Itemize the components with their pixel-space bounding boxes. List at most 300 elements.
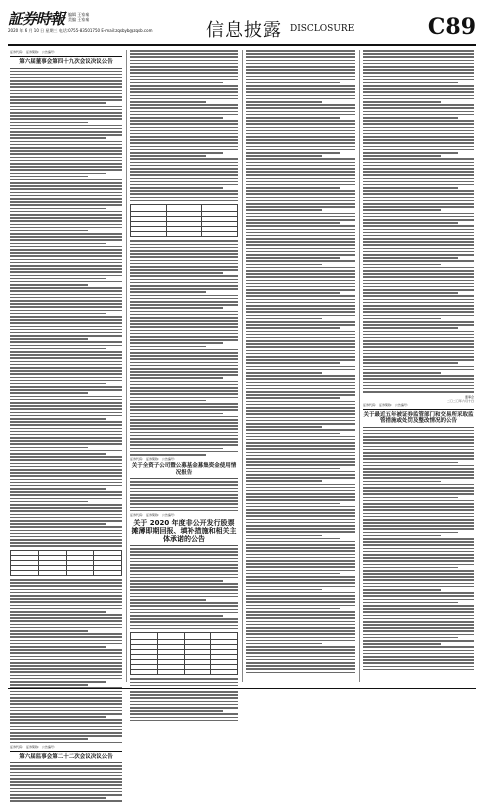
text-line [130, 355, 238, 357]
text-line [363, 346, 474, 348]
text-line [130, 269, 238, 271]
text-line [246, 646, 355, 648]
text-line [10, 214, 122, 216]
text-line [246, 359, 355, 361]
text-line [10, 278, 106, 280]
text-line [10, 233, 122, 235]
text-line [10, 443, 122, 445]
text-line [363, 267, 474, 269]
article-title: 关于最近五年被证券监管部门和交易所采取监管措施或处罚及整改情况的公告 [363, 411, 474, 425]
text-line [130, 107, 238, 109]
text-line [246, 193, 355, 195]
text-line [130, 625, 238, 627]
text-line [130, 510, 238, 512]
text-line [246, 305, 355, 307]
text-line [363, 251, 474, 253]
text-line [246, 91, 355, 93]
text-line [246, 439, 355, 441]
text-line [130, 266, 238, 268]
text-line [130, 422, 238, 424]
text-line [130, 618, 238, 620]
board-signature [363, 395, 474, 403]
text-line [363, 567, 458, 569]
text-line [10, 533, 122, 535]
text-line [363, 232, 474, 234]
text-line [246, 209, 322, 211]
text-line [130, 98, 238, 100]
text-line [10, 380, 122, 382]
text-line [10, 440, 122, 442]
text-line [130, 123, 238, 125]
text-line [246, 576, 355, 578]
text-line [363, 519, 474, 521]
text-line [246, 496, 355, 498]
text-line [10, 504, 122, 506]
text-line [10, 166, 122, 168]
text-line [130, 621, 238, 623]
text-line [10, 319, 122, 321]
text-line [130, 85, 238, 87]
text-line [246, 101, 322, 103]
text-line [10, 290, 122, 292]
text-line [10, 367, 122, 369]
text-line [363, 372, 441, 374]
text-line [363, 280, 474, 282]
text-line [246, 142, 355, 144]
text-line [363, 107, 474, 109]
text-line [246, 197, 355, 199]
text-line [10, 93, 122, 95]
issue-date: 2020 年 6 月 10 日 星期三 [8, 28, 58, 33]
page-number: C89 [427, 14, 476, 40]
text-line [130, 260, 238, 262]
text-line [363, 615, 474, 617]
text-line [363, 589, 441, 591]
text-line [10, 147, 122, 149]
text-line [130, 304, 238, 306]
text-line [130, 82, 223, 84]
text-line [10, 122, 88, 124]
text-line [10, 617, 122, 619]
text-line [246, 146, 355, 148]
text-line [246, 318, 322, 320]
text-line [246, 410, 355, 412]
text-line [363, 449, 474, 451]
text-line [246, 257, 340, 259]
text-line [363, 579, 474, 581]
text-line [10, 466, 122, 468]
text-line [246, 582, 355, 584]
text-line [130, 558, 238, 560]
text-line [363, 331, 474, 333]
text-line [246, 544, 355, 546]
text-line [10, 633, 122, 635]
text-line [10, 605, 122, 607]
text-line [246, 123, 355, 125]
text-line [10, 421, 122, 423]
text-line [10, 485, 122, 487]
text-line [130, 111, 238, 113]
text-line [10, 450, 122, 452]
text-line [246, 149, 355, 151]
text-line [246, 525, 355, 527]
text-line [10, 437, 122, 439]
text-line [10, 778, 122, 780]
text-line [130, 317, 238, 319]
text-line [363, 452, 474, 454]
text-line [363, 292, 458, 294]
text-line [246, 397, 340, 399]
text-line [10, 294, 122, 296]
text-line [10, 719, 122, 721]
text-line [363, 270, 474, 272]
section-subtitle: DISCLOSURE [290, 24, 355, 34]
text-line [246, 219, 355, 221]
text-line [10, 405, 122, 407]
text-line [363, 229, 474, 231]
text-line [246, 420, 355, 422]
text-line [246, 88, 355, 90]
text-line [10, 643, 122, 645]
text-line [363, 53, 474, 55]
text-line [246, 308, 355, 310]
text-line [10, 488, 106, 490]
text-line [246, 327, 340, 329]
text-line [363, 439, 474, 441]
text-line [246, 413, 355, 415]
text-line [10, 494, 122, 496]
text-line [130, 142, 238, 144]
text-line [363, 299, 474, 301]
text-line [363, 340, 474, 342]
text-line [363, 436, 474, 438]
text-line [10, 86, 122, 88]
text-line [246, 378, 355, 380]
text-line [10, 246, 122, 248]
text-line [130, 444, 238, 446]
text-line [130, 371, 238, 373]
text-line [130, 256, 238, 258]
text-line [130, 104, 238, 106]
text-line [246, 477, 355, 479]
text-line [246, 375, 355, 377]
text-line [363, 375, 474, 377]
text-line [363, 525, 474, 527]
masthead [8, 8, 476, 46]
text-line [10, 386, 122, 388]
text-line [246, 114, 355, 116]
text-line [130, 352, 238, 354]
text-line [363, 544, 474, 546]
text-line [246, 95, 355, 97]
text-line [130, 181, 238, 183]
text-line [130, 165, 238, 167]
text-line [246, 232, 355, 234]
text-line [246, 436, 355, 438]
text-line [130, 419, 238, 421]
text-line [10, 265, 122, 267]
article-title: 第六届监事会第二十二次会议决议公告 [19, 753, 113, 760]
text-line [246, 637, 355, 639]
text-line [130, 346, 206, 348]
text-line [363, 260, 474, 262]
text-line [130, 127, 238, 129]
text-line [246, 662, 355, 664]
text-line [10, 523, 106, 525]
text-line [130, 701, 238, 703]
text-line [10, 428, 122, 430]
text-line [246, 178, 355, 180]
text-line [363, 516, 474, 518]
text-line [10, 447, 88, 449]
text-line [246, 550, 355, 552]
text-line [10, 498, 122, 500]
text-line [246, 130, 355, 132]
text-line [246, 63, 355, 65]
text-line [10, 539, 122, 541]
text-line [363, 656, 474, 658]
text-line [246, 557, 355, 559]
text-line [363, 627, 474, 629]
text-line [363, 283, 474, 285]
text-line [130, 710, 223, 712]
text-line [10, 134, 122, 136]
text-line [10, 259, 122, 261]
text-line [246, 155, 322, 157]
text-line [10, 220, 122, 222]
text-line [363, 576, 474, 578]
text-line [246, 222, 340, 224]
text-line [130, 507, 238, 509]
text-line [10, 768, 122, 770]
text-line [363, 149, 474, 151]
text-line [246, 311, 355, 313]
text-line [130, 282, 238, 284]
text-line [130, 197, 238, 199]
text-line [10, 697, 122, 699]
text-line [130, 596, 238, 598]
text-line [246, 407, 355, 409]
text-line [10, 357, 122, 359]
text-line [363, 123, 474, 125]
text-line [10, 115, 122, 117]
text-line [10, 681, 106, 683]
text-line [246, 468, 340, 470]
text-line [130, 291, 206, 293]
text-line [130, 362, 238, 364]
text-line [130, 599, 206, 601]
text-line [246, 299, 355, 301]
text-line [130, 339, 238, 341]
text-line [10, 179, 122, 181]
text-line [246, 566, 355, 568]
text-line [363, 343, 474, 345]
text-line [130, 133, 238, 135]
text-line [130, 326, 238, 328]
text-line [130, 682, 238, 684]
text-line [363, 433, 474, 435]
text-line [10, 765, 122, 767]
text-line [10, 198, 122, 200]
text-line [10, 507, 122, 509]
text-line [10, 90, 122, 92]
text-line [130, 409, 238, 411]
text-line [10, 128, 122, 130]
text-line [130, 358, 238, 360]
text-line [246, 388, 355, 390]
text-line [246, 528, 355, 530]
text-line [363, 391, 474, 393]
text-line [10, 579, 122, 581]
text-line [130, 275, 238, 277]
text-line [246, 127, 355, 129]
text-line [130, 263, 238, 265]
article-body [10, 71, 122, 548]
text-line [246, 343, 355, 345]
text-line [130, 139, 238, 141]
text-line [130, 50, 238, 52]
text-line [363, 666, 474, 668]
text-line [10, 326, 122, 328]
text-line [246, 445, 355, 447]
text-line [10, 106, 122, 108]
text-line [363, 618, 474, 620]
text-line [10, 310, 122, 312]
text-line [10, 646, 106, 648]
text-line [246, 448, 355, 450]
text-line [10, 716, 106, 718]
text-line [363, 91, 474, 93]
text-line [246, 429, 355, 431]
text-line [10, 700, 122, 702]
text-line [10, 182, 122, 184]
text-line [10, 377, 122, 379]
text-line [130, 400, 206, 402]
text-line [246, 120, 355, 122]
text-line [246, 56, 355, 58]
text-line [246, 267, 355, 269]
text-line [10, 630, 88, 632]
data-table [130, 632, 238, 675]
article-code-line: 证券代码： 证券简称： 公告编号： [130, 457, 177, 462]
text-line [246, 538, 340, 540]
text-line [130, 323, 238, 325]
text-line [246, 295, 355, 297]
text-line [130, 393, 238, 395]
rule [10, 751, 122, 752]
text-line [130, 301, 238, 303]
text-line [10, 456, 122, 458]
rule [363, 409, 474, 410]
text-line [130, 285, 238, 287]
text-line [130, 336, 238, 338]
text-line [363, 458, 474, 460]
text-line [363, 142, 474, 144]
text-line [363, 630, 474, 632]
text-line [10, 351, 122, 353]
text-line [10, 678, 122, 680]
text-line [363, 158, 474, 160]
text-line [130, 615, 223, 617]
text-line [246, 235, 355, 237]
text-line [246, 541, 355, 543]
text-line [363, 350, 474, 352]
text-line [10, 392, 88, 394]
text-line [246, 547, 355, 549]
text-line [246, 515, 355, 517]
text-line [363, 254, 474, 256]
text-line [363, 650, 474, 652]
text-line [130, 117, 223, 119]
text-line [363, 465, 474, 467]
text-line [363, 181, 474, 183]
text-line [363, 362, 458, 364]
text-line [363, 634, 474, 636]
text-line [10, 585, 122, 587]
text-line [10, 592, 122, 594]
text-line [246, 598, 355, 600]
text-line [246, 484, 355, 486]
text-line [363, 104, 474, 106]
text-line [246, 273, 355, 275]
text-line [246, 630, 355, 632]
text-line [130, 342, 223, 344]
text-line [130, 60, 238, 62]
text-line [363, 474, 474, 476]
text-line [363, 174, 474, 176]
text-line [363, 127, 474, 129]
text-line [363, 295, 474, 297]
text-line [363, 321, 474, 323]
text-line [246, 270, 355, 272]
text-line [10, 201, 122, 203]
text-line [363, 513, 474, 515]
text-line [246, 168, 355, 170]
text-line [363, 257, 458, 259]
text-line [363, 225, 474, 227]
text-line [130, 149, 238, 151]
text-line [246, 321, 355, 323]
text-line [10, 169, 122, 171]
text-line [130, 697, 238, 699]
text-line [363, 190, 474, 192]
text-line [10, 185, 122, 187]
text-line [363, 318, 441, 320]
text-line [10, 788, 122, 790]
text-line [130, 593, 238, 595]
text-line [363, 162, 474, 164]
text-line [363, 605, 474, 607]
text-line [130, 114, 238, 116]
text-line [10, 150, 122, 152]
text-line [363, 241, 474, 243]
text-line [10, 262, 122, 264]
text-line [246, 512, 355, 514]
text-line [246, 522, 355, 524]
text-line [246, 369, 355, 371]
text-line [246, 216, 355, 218]
text-line [130, 79, 238, 81]
article-body [130, 240, 238, 455]
text-line [246, 426, 322, 428]
text-line [246, 111, 355, 113]
text-line [363, 337, 474, 339]
text-line [246, 133, 355, 135]
text-line [246, 280, 355, 282]
text-line [10, 109, 122, 111]
text-line [10, 303, 122, 305]
text-line [246, 248, 355, 250]
